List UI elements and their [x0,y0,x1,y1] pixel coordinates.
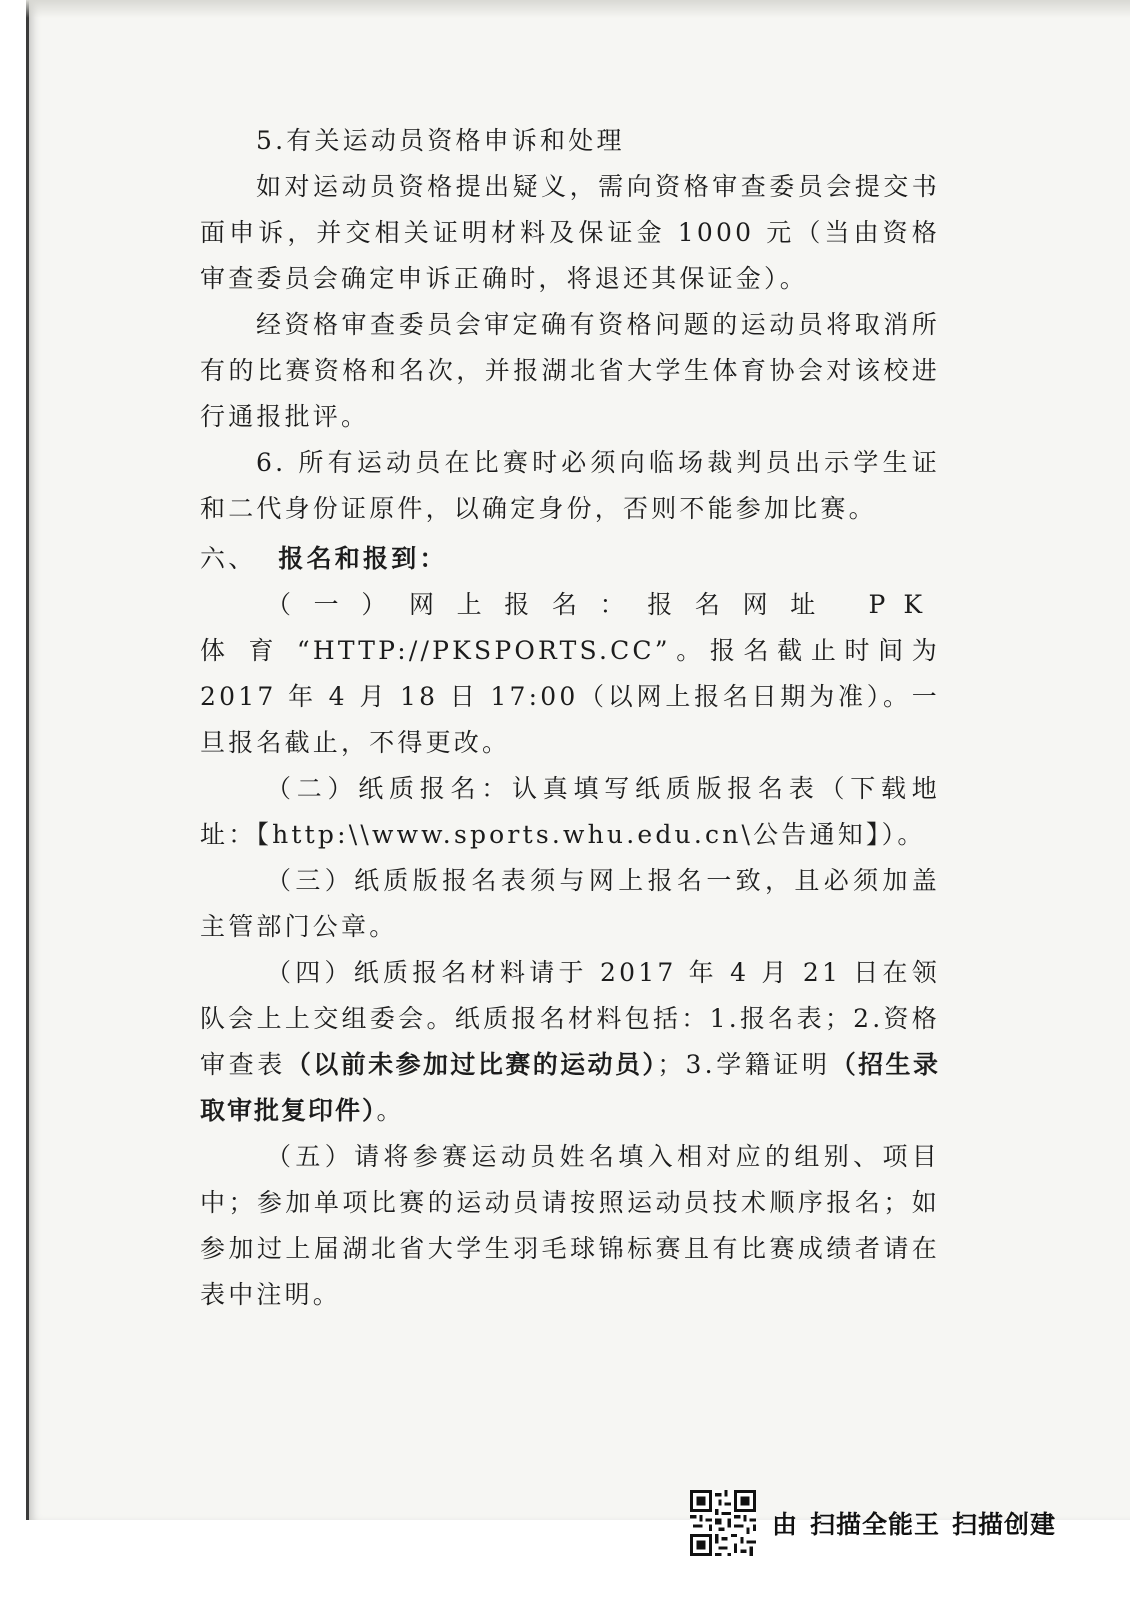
paragraph-appeal-heading: 5.有关运动员资格申诉和处理 [256,126,625,155]
materials-text-c: ；3.学籍证明 [657,1050,831,1079]
paragraph-paper-registration: （二）纸质报名：认真填写纸质版报名表（下载地址：【http:\\www.sports.whu.edu.cn\公告通知】）。 [200,774,940,849]
qr-code-icon [690,1490,756,1556]
paragraph-identity-check: 6. 所有运动员在比赛时必须向临场裁判员出示学生证和二代身份证原件，以确定身份，否则不能参加比赛。 [200,448,940,523]
scanner-watermark [690,1488,1110,1558]
materials-bold-b: （以前未参加过比赛的运动员） [285,1050,658,1079]
document-body [200,118,940,1318]
watermark-suffix: 扫描创建 [952,1510,1057,1539]
scan-top-shadow [26,0,1130,18]
watermark-prefix: 由 [772,1510,799,1539]
online-registration-label: （一）网上报名：报名网址 PK 体育 [200,590,940,665]
materials-text-a: （四）纸质报名材料请于 2017 年 4 月 21 日在领队会上上交组委会。纸质报名材料包括：1.报名表；2.资格审查表 [200,958,940,1079]
materials-bold-d: （招生录取审批复印件） [200,1050,940,1125]
section-heading [200,536,940,582]
materials-text-e: 。 [376,1096,405,1125]
paragraph-online-registration [200,582,940,766]
section-number: 六、 [200,544,257,573]
paragraph-materials [200,950,940,1134]
paragraph-disqualification: 经资格审查委员会审定确有资格问题的运动员将取消所有的比赛资格和名次，并报湖北省大学生体育协会对该校进行通报批评。 [200,310,940,431]
section-title: 报名和报到： [278,544,448,573]
online-registration-details: “HTTP://PKSPORTS.CC”。报名截止时间为 2017 年 4 月 18 日 17:00（以网上报名日期为准）。一旦报名截止，不得更改。 [200,636,940,757]
watermark-app-name: 扫描全能王 [810,1510,941,1539]
paragraph-athlete-entry: （五）请将参赛运动员姓名填入相对应的组别、项目中；参加单项比赛的运动员请按照运动员技术顺序报名；如参加过上届湖北省大学生羽毛球锦标赛且有比赛成绩者请在表中注明。 [200,1142,940,1309]
watermark-text [772,1505,1068,1541]
paragraph-form-consistency: （三）纸质版报名表须与网上报名一致，且必须加盖主管部门公章。 [200,866,940,941]
paragraph-appeal-procedure: 如对运动员资格提出疑义，需向资格审查委员会提交书面申诉，并交相关证明材料及保证金 1000 元（当由资格审查委员会确定申诉正确时，将退还其保证金）。 [200,172,940,293]
